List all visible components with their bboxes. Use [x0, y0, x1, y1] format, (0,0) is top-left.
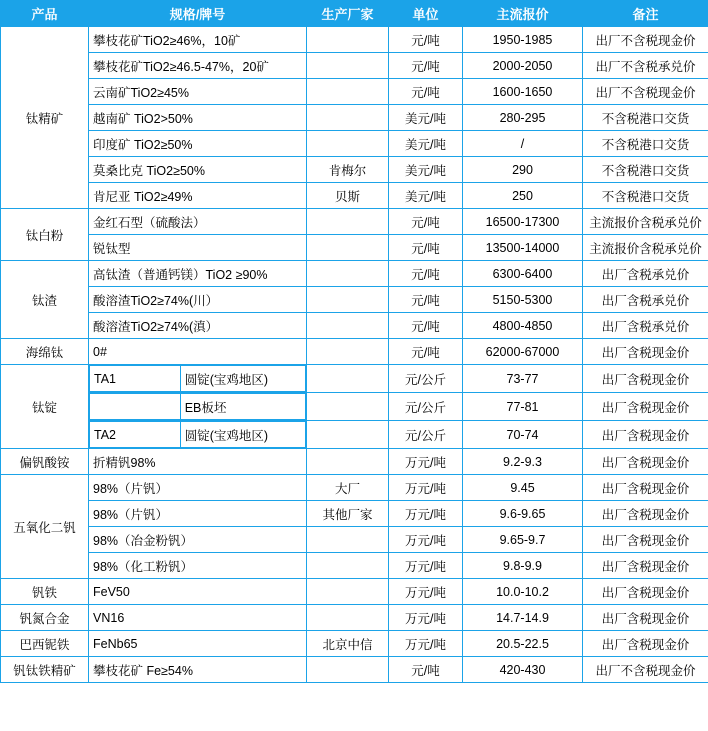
- note-cell: 出厂含税现金价: [583, 421, 708, 449]
- product-group-label: 偏钒酸铵: [1, 449, 89, 475]
- price-cell: 9.8-9.9: [463, 553, 583, 579]
- unit-cell: 元/公斤: [389, 393, 463, 421]
- spec-cell: FeNb65: [89, 631, 307, 657]
- price-cell: 77-81: [463, 393, 583, 421]
- note-cell: 出厂含税现金价: [583, 501, 708, 527]
- product-group-label: 钛锭: [1, 365, 89, 449]
- spec-cell: 攀枝花矿TiO2≥46%，10矿: [89, 27, 307, 53]
- price-cell: 290: [463, 157, 583, 183]
- unit-cell: 元/吨: [389, 339, 463, 365]
- note-cell: 主流报价含税承兑价: [583, 235, 708, 261]
- note-cell: 出厂含税现金价: [583, 527, 708, 553]
- note-cell: 出厂含税现金价: [583, 393, 708, 421]
- spec-cell: 高钛渣（普通钙镁）TiO2 ≥90%: [89, 261, 307, 287]
- unit-cell: 美元/吨: [389, 131, 463, 157]
- price-cell: 280-295: [463, 105, 583, 131]
- manufacturer-cell: [307, 235, 389, 261]
- note-cell: 出厂不含税现金价: [583, 657, 708, 683]
- price-cell: 9.45: [463, 475, 583, 501]
- note-cell: 出厂含税承兑价: [583, 287, 708, 313]
- note-cell: 出厂含税现金价: [583, 553, 708, 579]
- grade-label: TA1: [90, 366, 181, 392]
- sub-spec-label: EB板坯: [180, 394, 305, 420]
- manufacturer-cell: [307, 79, 389, 105]
- unit-cell: 美元/吨: [389, 183, 463, 209]
- sub-spec-label: 圆锭(宝鸡地区): [180, 422, 305, 448]
- manufacturer-cell: [307, 313, 389, 339]
- table-body: [1, 27, 708, 683]
- manufacturer-cell: [307, 421, 389, 449]
- manufacturer-cell: 其他厂家: [307, 501, 389, 527]
- note-cell: 出厂含税承兑价: [583, 261, 708, 287]
- note-cell: 出厂含税现金价: [583, 339, 708, 365]
- price-cell: 1950-1985: [463, 27, 583, 53]
- product-group-label: 钛白粉: [1, 209, 89, 261]
- header-unit: 单位: [389, 1, 463, 27]
- product-group-label: 钛渣: [1, 261, 89, 339]
- manufacturer-cell: [307, 553, 389, 579]
- price-cell: 4800-4850: [463, 313, 583, 339]
- unit-cell: 万元/吨: [389, 553, 463, 579]
- unit-cell: 元/公斤: [389, 421, 463, 449]
- price-cell: 9.6-9.65: [463, 501, 583, 527]
- manufacturer-cell: [307, 449, 389, 475]
- spec-cell: 酸溶渣TiO2≥74%(川）: [89, 287, 307, 313]
- table-row: [1, 553, 708, 579]
- header-product: 产品: [1, 1, 89, 27]
- note-cell: 出厂含税现金价: [583, 475, 708, 501]
- table-row: [1, 393, 708, 421]
- unit-cell: 万元/吨: [389, 631, 463, 657]
- manufacturer-cell: [307, 287, 389, 313]
- manufacturer-cell: [307, 365, 389, 393]
- price-cell: 9.2-9.3: [463, 449, 583, 475]
- spec-cell: 攀枝花矿 Fe≥54%: [89, 657, 307, 683]
- note-cell: 出厂含税现金价: [583, 605, 708, 631]
- unit-cell: 元/吨: [389, 209, 463, 235]
- price-cell: 6300-6400: [463, 261, 583, 287]
- header-spec: 规格/牌号: [89, 1, 307, 27]
- price-cell: 13500-14000: [463, 235, 583, 261]
- table-row: [1, 287, 708, 313]
- unit-cell: 万元/吨: [389, 449, 463, 475]
- table-row: [1, 131, 708, 157]
- product-group-label: 钛精矿: [1, 27, 89, 209]
- spec-cell: 莫桑比克 TiO2≥50%: [89, 157, 307, 183]
- note-cell: 出厂含税现金价: [583, 579, 708, 605]
- price-cell: /: [463, 131, 583, 157]
- manufacturer-cell: 北京中信: [307, 631, 389, 657]
- spec-cell-nested: [89, 393, 307, 421]
- manufacturer-cell: [307, 105, 389, 131]
- manufacturer-cell: 大厂: [307, 475, 389, 501]
- price-cell: 14.7-14.9: [463, 605, 583, 631]
- note-cell: 出厂含税现金价: [583, 365, 708, 393]
- header-price: 主流报价: [463, 1, 583, 27]
- note-cell: 出厂含税承兑价: [583, 313, 708, 339]
- manufacturer-cell: [307, 657, 389, 683]
- table-row: [1, 605, 708, 631]
- product-group-label: 钒铁: [1, 579, 89, 605]
- price-cell: 62000-67000: [463, 339, 583, 365]
- table-row: [1, 339, 708, 365]
- spec-cell: 锐钛型: [89, 235, 307, 261]
- sub-spec-label: 圆锭(宝鸡地区): [180, 366, 305, 392]
- unit-cell: 万元/吨: [389, 475, 463, 501]
- spec-cell: FeV50: [89, 579, 307, 605]
- table-row: [1, 631, 708, 657]
- manufacturer-cell: [307, 393, 389, 421]
- header-manufacturer: 生产厂家: [307, 1, 389, 27]
- price-cell: 2000-2050: [463, 53, 583, 79]
- note-cell: 不含税港口交货: [583, 183, 708, 209]
- table-row: [1, 475, 708, 501]
- note-cell: 出厂含税现金价: [583, 631, 708, 657]
- manufacturer-cell: [307, 27, 389, 53]
- manufacturer-cell: [307, 527, 389, 553]
- unit-cell: 元/吨: [389, 657, 463, 683]
- table-row: [1, 105, 708, 131]
- table-row: [1, 501, 708, 527]
- unit-cell: 元/吨: [389, 261, 463, 287]
- product-group-label: 钒氮合金: [1, 605, 89, 631]
- note-cell: 出厂不含税现金价: [583, 79, 708, 105]
- product-group-label: 钒钛铁精矿: [1, 657, 89, 683]
- note-cell: 出厂不含税现金价: [583, 27, 708, 53]
- note-cell: 出厂含税现金价: [583, 449, 708, 475]
- table-row: [1, 183, 708, 209]
- table-row: [1, 79, 708, 105]
- product-group-label: 巴西铌铁: [1, 631, 89, 657]
- unit-cell: 美元/吨: [389, 105, 463, 131]
- header-note: 备注: [583, 1, 708, 27]
- table-row: [1, 579, 708, 605]
- spec-cell: 越南矿 TiO2>50%: [89, 105, 307, 131]
- spec-cell: 肯尼亚 TiO2≥49%: [89, 183, 307, 209]
- table-row: [1, 27, 708, 53]
- unit-cell: 元/吨: [389, 27, 463, 53]
- table-row: [1, 209, 708, 235]
- manufacturer-cell: 肯梅尔: [307, 157, 389, 183]
- unit-cell: 元/公斤: [389, 365, 463, 393]
- note-cell: 不含税港口交货: [583, 105, 708, 131]
- manufacturer-cell: [307, 261, 389, 287]
- table-row: [1, 157, 708, 183]
- unit-cell: 万元/吨: [389, 501, 463, 527]
- table-row: [1, 365, 708, 393]
- note-cell: 主流报价含税承兑价: [583, 209, 708, 235]
- unit-cell: 元/吨: [389, 287, 463, 313]
- unit-cell: 万元/吨: [389, 579, 463, 605]
- product-group-label: 五氧化二钒: [1, 475, 89, 579]
- spec-cell: 攀枝花矿TiO2≥46.5-47%，20矿: [89, 53, 307, 79]
- header-row: [1, 1, 708, 27]
- spec-cell: 98%（片钒）: [89, 475, 307, 501]
- grade-label: TA2: [90, 422, 181, 448]
- price-cell: 70-74: [463, 421, 583, 449]
- spec-cell: 折精钒98%: [89, 449, 307, 475]
- spec-cell: 98%（冶金粉钒）: [89, 527, 307, 553]
- manufacturer-cell: [307, 339, 389, 365]
- spec-cell: 98%（化工粉钒）: [89, 553, 307, 579]
- manufacturer-cell: [307, 53, 389, 79]
- note-cell: 不含税港口交货: [583, 131, 708, 157]
- spec-cell: 酸溶渣TiO2≥74%(滇）: [89, 313, 307, 339]
- price-cell: 250: [463, 183, 583, 209]
- unit-cell: 元/吨: [389, 313, 463, 339]
- page-bottom-spacer: [0, 683, 708, 723]
- price-cell: 9.65-9.7: [463, 527, 583, 553]
- unit-cell: 美元/吨: [389, 157, 463, 183]
- unit-cell: 元/吨: [389, 79, 463, 105]
- table-row: [1, 449, 708, 475]
- table-row: [1, 235, 708, 261]
- table-row: [1, 261, 708, 287]
- unit-cell: 元/吨: [389, 235, 463, 261]
- price-cell: 5150-5300: [463, 287, 583, 313]
- spec-cell: 印度矿 TiO2≥50%: [89, 131, 307, 157]
- table-row: [1, 421, 708, 449]
- spec-cell: 金红石型（硫酸法）: [89, 209, 307, 235]
- note-cell: 出厂不含税承兑价: [583, 53, 708, 79]
- manufacturer-cell: 贝斯: [307, 183, 389, 209]
- price-cell: 73-77: [463, 365, 583, 393]
- table-row: [1, 53, 708, 79]
- price-cell: 1600-1650: [463, 79, 583, 105]
- note-cell: 不含税港口交货: [583, 157, 708, 183]
- spec-cell-nested: [89, 421, 307, 449]
- table-header: [1, 1, 708, 27]
- manufacturer-cell: [307, 131, 389, 157]
- table-row: [1, 657, 708, 683]
- unit-cell: 元/吨: [389, 53, 463, 79]
- table-row: [1, 313, 708, 339]
- spec-cell: 云南矿TiO2≥45%: [89, 79, 307, 105]
- product-group-label: 海绵钛: [1, 339, 89, 365]
- price-cell: 10.0-10.2: [463, 579, 583, 605]
- manufacturer-cell: [307, 605, 389, 631]
- unit-cell: 万元/吨: [389, 527, 463, 553]
- spec-cell: VN16: [89, 605, 307, 631]
- table-row: [1, 527, 708, 553]
- unit-cell: 万元/吨: [389, 605, 463, 631]
- price-cell: 20.5-22.5: [463, 631, 583, 657]
- manufacturer-cell: [307, 579, 389, 605]
- spec-cell: 0#: [89, 339, 307, 365]
- manufacturer-cell: [307, 209, 389, 235]
- spec-cell-nested: [89, 365, 307, 393]
- price-cell: 420-430: [463, 657, 583, 683]
- price-cell: 16500-17300: [463, 209, 583, 235]
- grade-label-empty: [90, 394, 181, 420]
- spec-cell: 98%（片钒）: [89, 501, 307, 527]
